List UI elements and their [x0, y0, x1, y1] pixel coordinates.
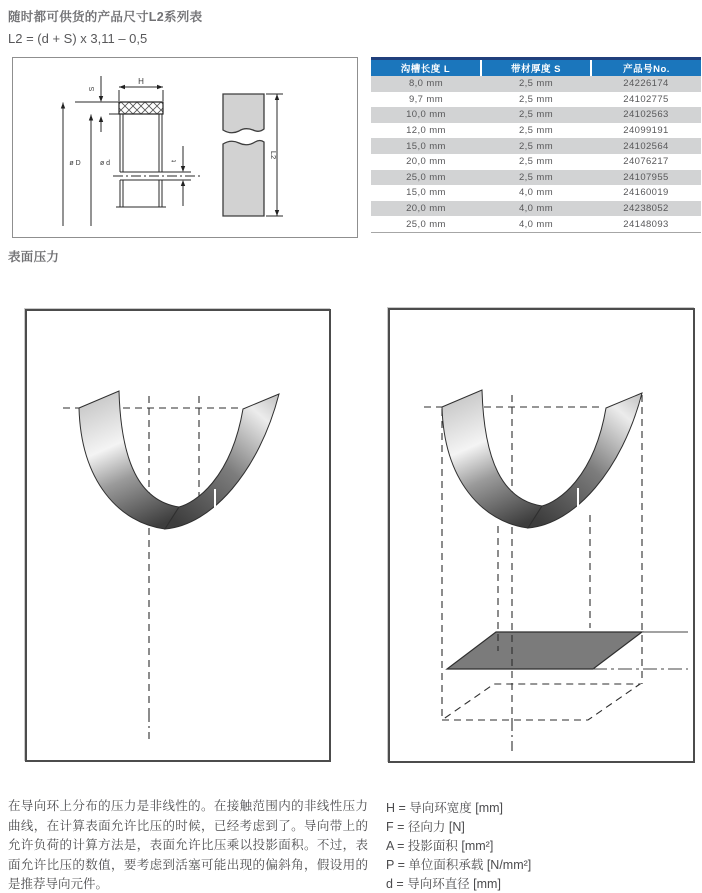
table-cell: 24102564 [591, 138, 701, 154]
table-cell: 24076217 [623, 156, 669, 168]
product-table-body [371, 76, 701, 232]
pressure-diagram-right-box [388, 308, 695, 763]
table-row [371, 216, 701, 232]
column-header: 沟槽长度 L [371, 59, 481, 77]
page-title: 随时都可供货的产品尺寸L2系列表 [8, 10, 203, 24]
table-row [371, 76, 701, 92]
cross-section-drawing [61, 76, 201, 226]
table-cell: 24107955 [591, 170, 701, 186]
dim-label-od: ø D [69, 160, 81, 167]
dim-label-h: H [138, 77, 144, 86]
table-cell: 20,0 mm [371, 201, 481, 217]
guide-band-hatched [119, 102, 163, 114]
l2-formula: L2 = (d + S) x 3,11 – 0,5 [8, 31, 148, 46]
table-cell: 2,5 mm [518, 156, 554, 168]
table-cell: 4,0 mm [481, 216, 591, 232]
table-cell: 24102775 [623, 93, 669, 105]
table-cell: 24238052 [591, 201, 701, 217]
pressure-diagram-right [390, 310, 693, 761]
table-cell: 24226174 [591, 76, 701, 92]
u-band [442, 390, 642, 528]
table-cell: 2,5 mm [481, 138, 591, 154]
projected-area-outline [442, 684, 640, 720]
legend-item: P = 单位面积承载 [N/mm²] [386, 858, 532, 872]
table-cell: 15,0 mm [406, 187, 446, 199]
legend-item: d = 导向环直径 [mm] [386, 877, 501, 891]
table-cell: 12,0 mm [406, 125, 446, 137]
table-row [371, 92, 701, 108]
table-row [371, 154, 701, 170]
column-header: 带材厚度 S [481, 59, 591, 77]
table-cell: 2,5 mm [481, 107, 591, 123]
section-title-surface-pressure: 表面压力 [8, 250, 60, 264]
pressure-diagram-left [27, 311, 329, 760]
table-cell: 4,0 mm [518, 187, 554, 199]
table-row [371, 185, 701, 201]
table-cell: 24099191 [623, 125, 669, 137]
table-row [371, 123, 701, 139]
legend-item: F = 径向力 [N] [386, 820, 465, 834]
table-cell: 25,0 mm [371, 170, 481, 186]
table-cell: 2,5 mm [518, 125, 554, 137]
table-cell: 4,0 mm [481, 201, 591, 217]
projected-area [447, 632, 642, 669]
table-cell: 25,0 mm [371, 216, 481, 232]
table-cell: 24148093 [591, 216, 701, 232]
table-row [371, 170, 701, 186]
legend-item: H = 导向环宽度 [mm] [386, 801, 504, 815]
product-table [371, 57, 701, 233]
pressure-diagram-left-box [25, 309, 331, 762]
table-cell: 2,5 mm [481, 76, 591, 92]
table-cell: 15,0 mm [371, 138, 481, 154]
dim-label-id: ø d [99, 160, 111, 167]
l2-strip-drawing [223, 94, 283, 216]
u-band [79, 391, 279, 529]
table-row [371, 201, 701, 217]
surface-pressure-paragraph: 在导向环上分布的压力是非线性的。在接触范围内的非线性压力曲线，在计算表面允许比压的时候，已经考虑到了。导向带上的允许负荷的计算方法是，表面允许比压乘以投影面积。不过，表面允许比压的数值，要考虑到活塞可能出现的偏斜角，假设用的是推荐导向元件。 [8, 799, 368, 891]
table-cell: 10,0 mm [371, 107, 481, 123]
table-row [371, 138, 701, 154]
dim-label-l2: L2 [269, 150, 278, 160]
table-cell: 8,0 mm [371, 76, 481, 92]
band-strip-lower [223, 141, 264, 217]
product-table-header-row [371, 59, 701, 77]
table-cell: 20,0 mm [406, 156, 446, 168]
dim-label-t: t [171, 160, 178, 162]
technical-drawing-box [12, 57, 358, 238]
table-row [371, 107, 701, 123]
band-strip-upper [223, 94, 264, 133]
legend-item: A = 投影面积 [mm²] [386, 839, 494, 853]
technical-drawing [13, 58, 355, 235]
table-cell: 2,5 mm [518, 93, 554, 105]
dim-label-s: S [89, 86, 96, 92]
legend-list [386, 799, 531, 893]
table-cell: 24160019 [623, 187, 669, 199]
table-cell: 9,7 mm [408, 93, 444, 105]
table-cell: 24102563 [591, 107, 701, 123]
column-header: 产品号No. [591, 59, 701, 77]
table-cell: 2,5 mm [481, 170, 591, 186]
